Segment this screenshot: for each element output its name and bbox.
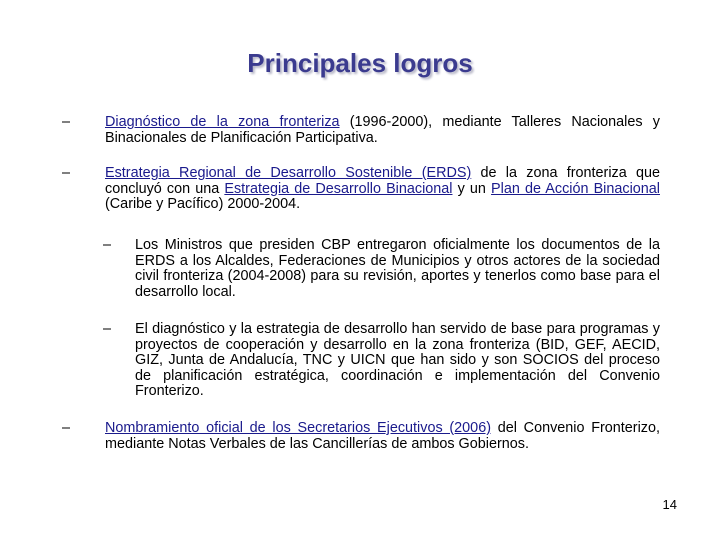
bullet-dash: – bbox=[62, 165, 71, 181]
bullet-2 bbox=[105, 166, 660, 213]
sub-bullet-dash: – bbox=[103, 321, 112, 337]
link-diagnostico[interactable]: Diagnóstico de la zona fronteriza bbox=[105, 114, 340, 130]
link-nombramiento[interactable]: Nombramiento oficial de los Secretarios Ejecutivos (2006) bbox=[105, 420, 491, 436]
bullet-2-text-3: (Caribe y Pacífico) 2000-2004. bbox=[105, 196, 301, 213]
link-plan-accion[interactable]: Plan de Acción Binacional bbox=[491, 180, 660, 197]
bullet-3-text: del Convenio Fronterizo, mediante Notas Verbales de las Cancillerías de ambos Gobiernos. bbox=[105, 420, 660, 452]
bullet-dash: – bbox=[62, 114, 71, 130]
bullet-dash: – bbox=[62, 420, 71, 436]
sub-bullet-1: Los Ministros que presiden CBP entregaron oficialmente los documentos de la ERDS a los Alcaldes, Federaciones de Municipios y otros actores de la sociedad civil fronteriza (2004-2008) para su revisión, aportes y tenerlos como base para el desarrollo local. bbox=[135, 237, 660, 300]
page-title: Principales logros bbox=[247, 48, 473, 78]
sub-bullet-2: El diagnóstico y la estrategia de desarrollo han servido de base para programas y proyectos de cooperación y desarrollo en la zona fronteriza (BID, GEF, AECID, GIZ, Junta de Andalucía, TNC y UICN que han sido y son SOCIOS del proceso de planificación estratégica, coordinación e implementación del Convenio Fronterizo. bbox=[135, 321, 660, 400]
sub-bullet-dash: – bbox=[103, 237, 112, 253]
bullet-2-text-1: de la zona fronteriza que concluyó con una bbox=[105, 165, 660, 197]
page-number: 14 bbox=[662, 497, 677, 512]
bullet-2-text-2: y un bbox=[452, 180, 492, 197]
bullet-1-text: (1996-2000), mediante Talleres Nacionales y Binacionales de Planificación Participativa. bbox=[105, 114, 660, 146]
bullet-1 bbox=[105, 115, 660, 146]
bullet-3 bbox=[105, 421, 660, 452]
link-estrategia-binacional[interactable]: Estrategia de Desarrollo Binacional bbox=[224, 180, 453, 197]
link-erds[interactable]: Estrategia Regional de Desarrollo Sostenible (ERDS) bbox=[105, 165, 472, 181]
